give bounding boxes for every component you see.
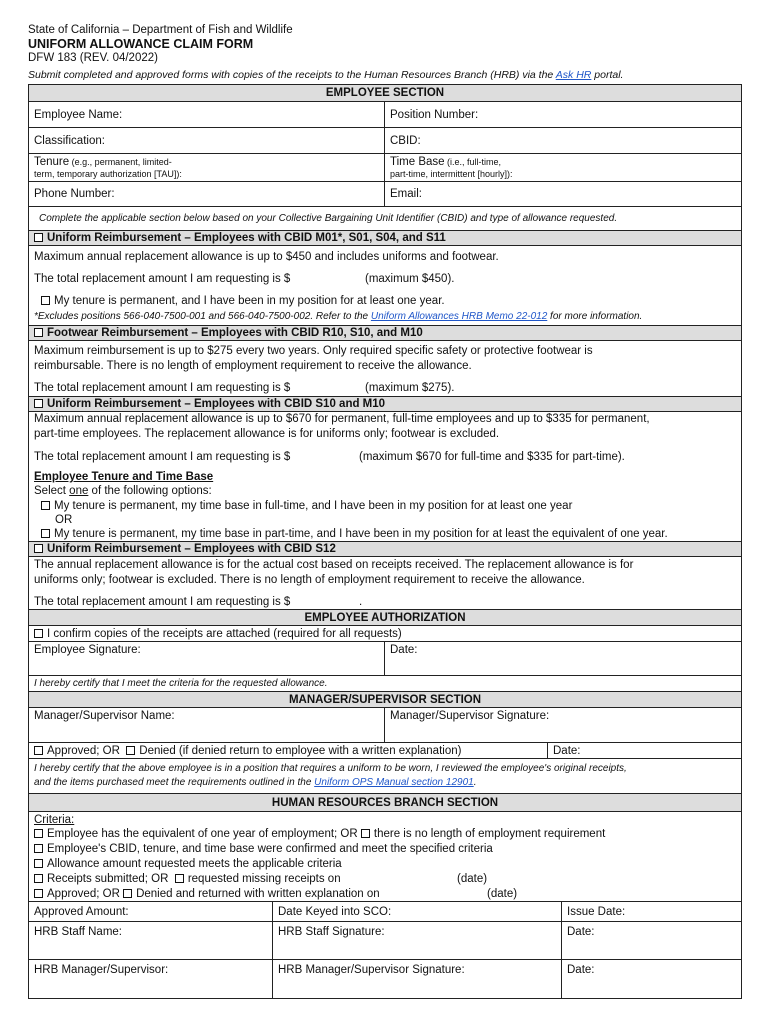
employee-name-row [29, 101, 741, 127]
phone-number-field[interactable]: Phone Number: [34, 188, 115, 200]
criteria-approved-checkbox[interactable] [34, 889, 43, 898]
footwear-section-checkbox[interactable] [34, 328, 43, 337]
footwear-section-body: Maximum reimbursement is up to $275 every two years. Only required specific safety or protective footwear is reimbursable. There is no length of employment requirement to receive the allowance. The total replacement amount I am requesting is $ (maximum $275). [29, 340, 741, 397]
m01-amount-label: The total replacement amount I am requesting is $ [34, 273, 291, 285]
hrb-manager-field[interactable]: HRB Manager/Supervisor: [34, 964, 169, 976]
manager-name-field[interactable]: Manager/Supervisor Name: [34, 710, 175, 722]
employee-authorization-header: EMPLOYEE AUTHORIZATION [29, 609, 741, 625]
employee-signature-field[interactable]: Employee Signature: [34, 644, 141, 656]
approved-amount-field[interactable]: Approved Amount: [34, 906, 129, 918]
contact-row [29, 181, 741, 206]
date-keyed-field[interactable]: Date Keyed into SCO: [272, 902, 561, 921]
complete-instructions: Complete the applicable section below based on your Collective Bargaining Unit Identifier (CBID) and type of allowance requested. [29, 206, 741, 230]
hr-section-header: HUMAN RESOURCES BRANCH SECTION [29, 793, 741, 811]
classification-row [29, 127, 741, 153]
hr-manager-row [29, 959, 741, 998]
manager-denied-checkbox[interactable] [126, 746, 135, 755]
position-number-field[interactable]: Position Number: [384, 102, 741, 127]
s10-section-body: Maximum annual replacement allowance is up to $670 for permanent, full-time employees and up to $335 for permanent, part-time employees. The replacement allowance is for uniforms only; footwear is excluded. The total replacement amount I am requesting is $ (maximum $670 for full-time and $335 for part-time). Employee Tenure and Time Base Select one of the following options: My tenure is permanent, my time base in full-time, and I have been in my position for at least one year OR My tenure is permanent, my time base in part-time, and I have been in my position for at least the equivalent of one year. [29, 411, 741, 545]
employee-section-header: EMPLOYEE SECTION [29, 85, 741, 101]
hr-amount-row [29, 901, 741, 921]
hrb-staff-signature-field[interactable]: HRB Staff Signature: [272, 922, 561, 959]
manager-decision-row: Approved; OR Denied (if denied return to employee with a written explanation) Date: [29, 742, 741, 758]
issue-date-field[interactable]: Issue Date: [561, 902, 741, 921]
criteria-one-year-checkbox[interactable] [34, 829, 43, 838]
footwear-section-header: Footwear Reimbursement – Employees with CBID R10, S10, and M10 [29, 325, 741, 340]
m01-section-header: Uniform Reimbursement – Employees with CBID M01*, S01, S04, and S11 [29, 230, 741, 245]
employee-signature-row [29, 641, 741, 675]
s12-section-checkbox[interactable] [34, 544, 43, 553]
manager-signature-field[interactable]: Manager/Supervisor Signature: [384, 708, 741, 742]
tenure-row [29, 153, 741, 181]
form-title: UNIFORM ALLOWANCE CLAIM FORM [28, 37, 254, 51]
hrb-staff-name-field[interactable]: HRB Staff Name: [34, 926, 122, 938]
manager-approved-checkbox[interactable] [34, 746, 43, 755]
manager-date-field[interactable]: Date: [547, 743, 741, 758]
hrb-staff-date-field[interactable]: Date: [561, 922, 741, 959]
criteria-denied-checkbox[interactable] [123, 889, 132, 898]
manager-name-row [29, 707, 741, 742]
email-field[interactable]: Email: [384, 182, 741, 206]
cbid-field[interactable]: CBID: [384, 128, 741, 153]
agency-name: State of California – Department of Fish and Wildlife [28, 24, 293, 36]
tenure-field[interactable]: Tenure (e.g., permanent, limited- term, temporary authorization [TAU]): [34, 156, 182, 179]
manager-section-header: MANAGER/SUPERVISOR SECTION [29, 691, 741, 707]
m01-tenure-checkbox[interactable] [41, 296, 50, 305]
m01-section-body: Maximum annual replacement allowance is up to $450 and includes uniforms and footwear. The total replacement amount I am requesting is $ (maximum $450). My tenure is permanent, and I have been in my position for at least one year. *Excludes positions 566-040-7500-001 and 566-040-7500-002. Refer to the Uniform Allowances HRB Memo 22-012 for more information. [29, 245, 741, 331]
part-time-option-checkbox[interactable] [41, 529, 50, 538]
employee-date-field[interactable]: Date: [384, 642, 741, 675]
s10-section-header: Uniform Reimbursement – Employees with CBID S10 and M10 [29, 396, 741, 411]
hr-criteria: Criteria: Employee has the equivalent of one year of employment; OR there is no length of employment requirement Employee's CBID, tenure, and time base were confirmed and meet the specified criteria Allowance amount requested meets the applicable criteria Receipts submitted; OR requested missing receipts on (date) Approved; OR Denied and returned with written explanation on (date) [29, 811, 741, 901]
hrb-memo-link[interactable]: Uniform Allowances HRB Memo 22-012 [370, 311, 548, 322]
criteria-missing-receipts-checkbox[interactable] [175, 874, 184, 883]
m01-section-checkbox[interactable] [34, 233, 43, 242]
criteria-cbid-checkbox[interactable] [34, 844, 43, 853]
s10-section-checkbox[interactable] [34, 399, 43, 408]
s12-section-header: Uniform Reimbursement – Employees with CBID S12 [29, 541, 741, 556]
employee-name-field[interactable]: Employee Name: [34, 109, 123, 121]
tenure-heading: Employee Tenure and Time Base [34, 471, 214, 483]
time-base-field[interactable]: Time Base (i.e., full-time, part-time, intermittent [hourly]): [384, 154, 741, 181]
hr-staff-row [29, 921, 741, 959]
form-number: DFW 183 (REV. 04/2022) [28, 52, 158, 64]
criteria-receipts-checkbox[interactable] [34, 874, 43, 883]
receipts-confirm-checkbox[interactable] [34, 629, 43, 638]
hrb-manager-signature-field[interactable]: HRB Manager/Supervisor Signature: [272, 960, 561, 998]
employee-certify: I hereby certify that I meet the criteria for the requested allowance. [29, 675, 741, 691]
criteria-no-length-checkbox[interactable] [361, 829, 370, 838]
receipts-confirm-row: I confirm copies of the receipts are attached (required for all requests) [29, 625, 741, 641]
claim-form [28, 84, 742, 999]
s12-section-body: The annual replacement allowance is for the actual cost based on receipts received. The replacement allowance is for uniforms only; footwear is excluded. There is no length of employment requirement to receive the allowance. The total replacement amount I am requesting is $ . [29, 556, 741, 610]
criteria-amount-checkbox[interactable] [34, 859, 43, 868]
classification-field[interactable]: Classification: [34, 135, 105, 147]
manager-certify: I hereby certify that the above employee is in a position that requires a uniform to be worn, I reviewed the employee's original receipts, and the items purchased meet the requirements outlined in the Uniform OPS Manual section 12901. [29, 758, 741, 793]
ops-manual-link[interactable]: Uniform OPS Manual section 12901 [314, 777, 474, 788]
hrb-manager-date-field[interactable]: Date: [561, 960, 741, 998]
ask-hr-link[interactable]: Ask HR [555, 69, 592, 81]
submit-instructions: Submit completed and approved forms with copies of the receipts to the Human Resources Branch (HRB) via the Ask HR portal. [28, 69, 624, 81]
full-time-option-checkbox[interactable] [41, 501, 50, 510]
